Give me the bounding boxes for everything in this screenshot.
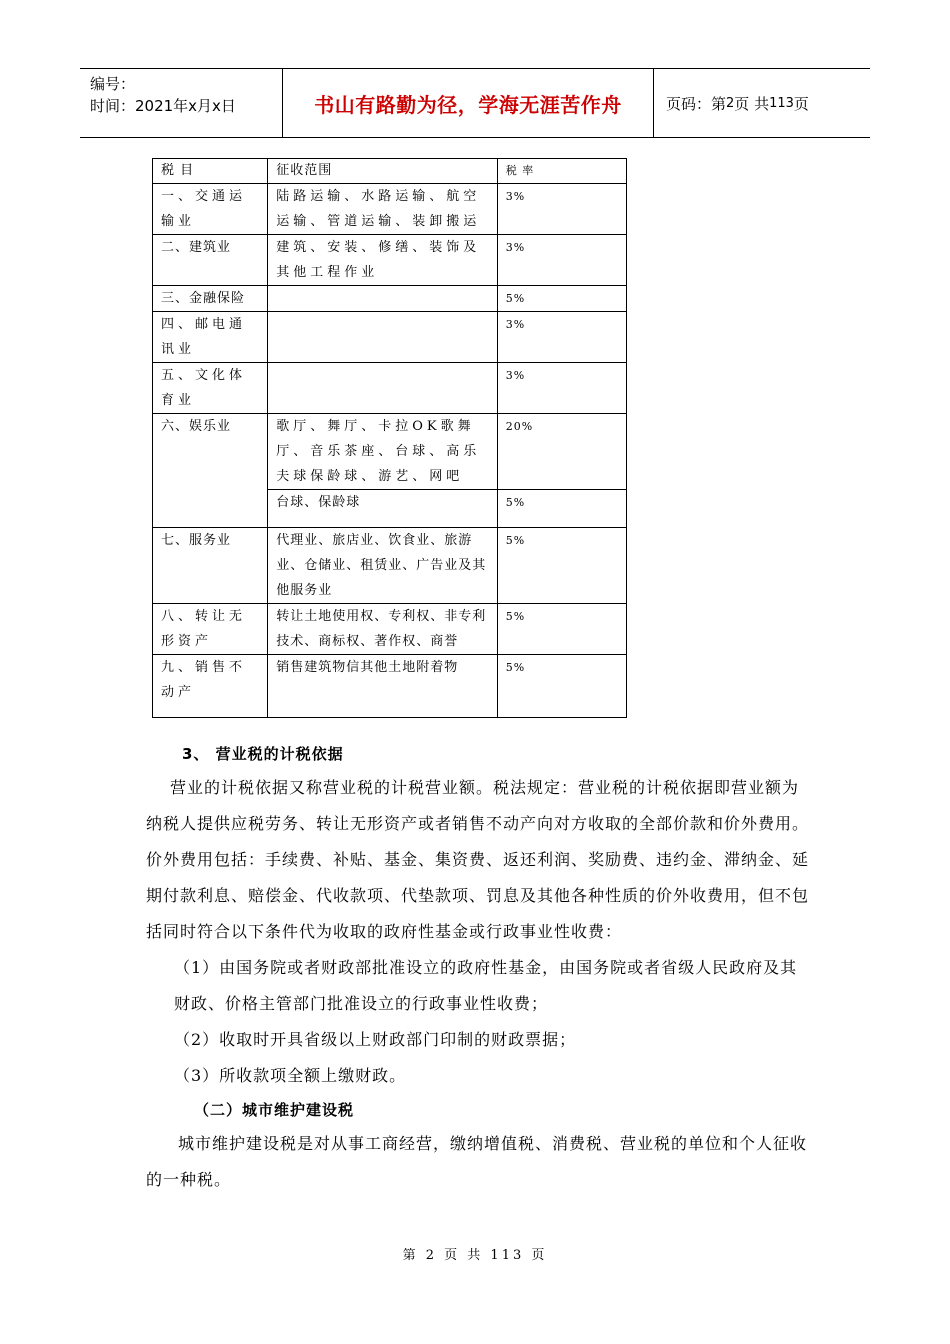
tax-rate-table xyxy=(152,158,627,718)
cell-item: 七、服务业 xyxy=(153,528,268,604)
cell-scope: 销售建筑物信其他土地附着物 xyxy=(268,655,497,718)
cell-scope: 陆路运输、水路运输、航空运输、管道运输、装卸搬运 xyxy=(268,184,497,235)
cell-sub-scope: 台球、保龄球 xyxy=(268,490,497,528)
table-row xyxy=(153,414,627,490)
list-item: （1）由国务院或者财政部批准设立的政府性基金，由国务院或者省级人民政府及其财政、价格主管部门批准设立的行政事业性收费； xyxy=(174,958,798,1013)
cell-item: 五、文化体育业 xyxy=(153,363,268,414)
header-cell-rate: 税 率 xyxy=(497,159,626,184)
cell-item: 一、交通运输业 xyxy=(153,184,268,235)
serial-label: 编号： xyxy=(90,75,136,93)
cell-rate: 5% xyxy=(497,655,626,718)
cell-item: 八、转让无形资产 xyxy=(153,604,268,655)
document-body xyxy=(146,738,810,1198)
page-suffix: 页 xyxy=(793,94,809,113)
table-row xyxy=(153,655,627,718)
cell-scope: 建筑、安装、修缮、装饰及其他工程作业 xyxy=(268,235,497,286)
header-divider xyxy=(653,69,654,137)
paragraph: 营业的计税依据又称营业税的计税营业额。税法规定：营业税的计税依据即营业额为纳税人提供应税劳务、转让无形资产或者销售不动产向对方收取的全部价款和价外费用。价外费用包括：手续费、补贴、基金、集资费、返还利润、奖励费、违约金、滞纳金、延期付款利息、赔偿金、代收款项、代垫款项、罚息及其他各种性质的价外收费用，但不包括同时符合以下条件代为收取的政府性基金或行政事业性收费： xyxy=(146,778,810,941)
cell-rate: 5% xyxy=(497,286,626,312)
page-total: 113 xyxy=(769,95,794,111)
cell-rate: 3% xyxy=(497,235,626,286)
page-current: 2 xyxy=(726,95,735,111)
cell-rate: 3% xyxy=(497,184,626,235)
cell-scope: 转让土地使用权、专利权、非专利技术、商标权、著作权、商誉 xyxy=(268,604,497,655)
section-heading: （二）城市维护建设税 xyxy=(194,1101,355,1119)
cell-sub-rate: 5% xyxy=(497,490,626,528)
table-row xyxy=(153,363,627,414)
table-row xyxy=(153,184,627,235)
page-mid: 页 共 xyxy=(734,94,770,113)
cell-rate: 5% xyxy=(497,528,626,604)
cell-scope: 歌厅、舞厅、卡拉OK歌舞厅、音乐茶座、台球、高乐夫球保龄球、游艺、网吧 xyxy=(268,414,497,490)
cell-rate: 20% xyxy=(497,414,626,490)
page-footer: 第 2 页 共 113 页 xyxy=(402,1248,548,1263)
header-page-indicator xyxy=(666,69,809,137)
cell-item: 九、销售不动产 xyxy=(153,655,268,718)
page-prefix: 页码：第 xyxy=(666,94,727,113)
header-meta xyxy=(90,73,236,117)
section-heading: 3、 营业税的计税依据 xyxy=(182,745,344,763)
page-header xyxy=(80,68,870,138)
table-row xyxy=(153,235,627,286)
date-label: 时间：2021年x月x日 xyxy=(90,97,236,115)
cell-item: 六、娱乐业 xyxy=(153,414,268,528)
cell-item: 三、金融保险 xyxy=(153,286,268,312)
cell-scope xyxy=(268,312,497,363)
cell-item: 二、建筑业 xyxy=(153,235,268,286)
header-cell-scope: 征收范围 xyxy=(268,159,497,184)
list-item: （2）收取时开具省级以上财政部门印制的财政票据； xyxy=(174,1030,577,1049)
table-row xyxy=(153,528,627,604)
cell-rate: 5% xyxy=(497,604,626,655)
paragraph: 城市维护建设税是对从事工商经营，缴纳增值税、消费税、营业税的单位和个人征收的一种税。 xyxy=(146,1134,808,1189)
cell-rate: 3% xyxy=(497,363,626,414)
cell-scope: 代理业、旅店业、饮食业、旅游业、仓储业、租赁业、广告业及其他服务业 xyxy=(268,528,497,604)
list-item: （3）所收款项全额上缴财政。 xyxy=(174,1066,407,1085)
cell-scope xyxy=(268,363,497,414)
table-header-row xyxy=(153,159,627,184)
cell-rate: 3% xyxy=(497,312,626,363)
cell-scope xyxy=(268,286,497,312)
cell-item: 四、邮电通讯业 xyxy=(153,312,268,363)
table-row xyxy=(153,604,627,655)
header-cell-item: 税 目 xyxy=(153,159,268,184)
table-row xyxy=(153,286,627,312)
table-row xyxy=(153,312,627,363)
header-motto: 书山有路勤为径，学海无涯苦作舟 xyxy=(314,92,622,117)
